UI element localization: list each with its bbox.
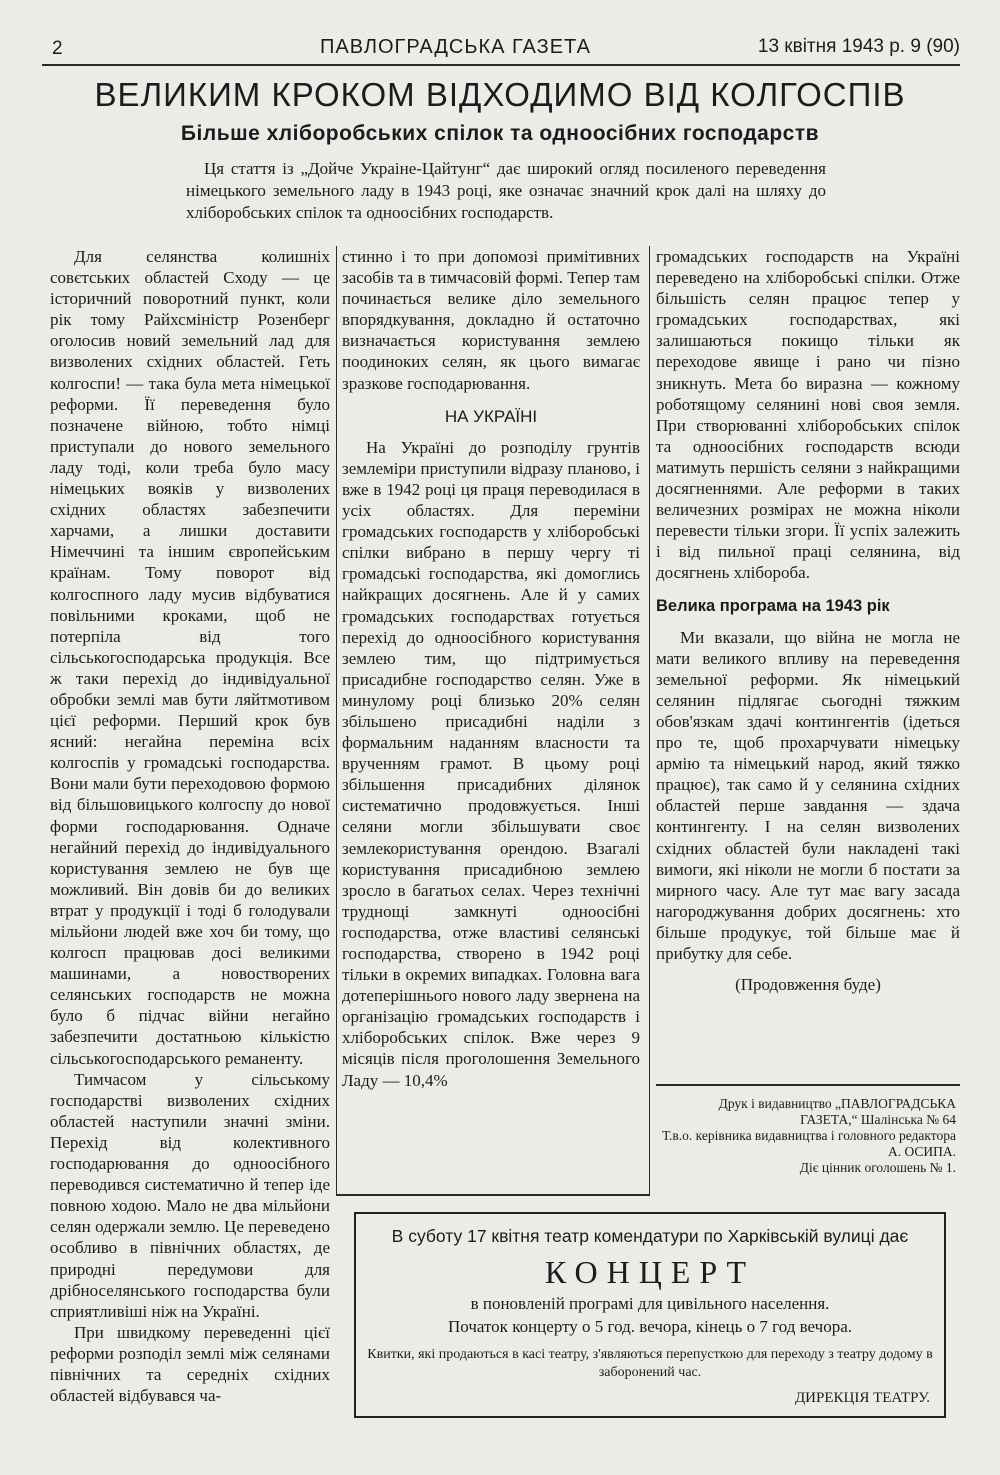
imprint-rule [656, 1084, 960, 1086]
imprint-line: Т.в.о. керівника видавництва і головного редактора А. ОСИПА. [662, 1128, 956, 1159]
article-bottom-rule [336, 1194, 650, 1196]
ad-line: в поновленій програмі для цивільного населення. [470, 1294, 830, 1313]
issue-date: 13 квітня 1943 р. 9 (90) [757, 36, 960, 57]
section-heading: Велика програма на 1943 рік [656, 596, 890, 615]
imprint-line: Діє цінник оголошень № 1. [799, 1160, 956, 1175]
column-3 [656, 246, 960, 995]
page-number: 2 [52, 38, 63, 59]
paragraph: На Україні до розподілу грунтів землеміри приступили відразу планово, і вже в 1942 році ця праця переводилася в усіх областях. Для переміни громадських господарств у хліборобські спілки вибрано в першу чергу ті громадські господарства, які домоглись найкращих досягнень. Але й у самих громадських господарствах готується перехід до одноосібного користування землею тим, що підтримується присадибне господарство селян. Уже в минулому році близько 20% селян збільшено присадибні наділи з формальним наданням власности та врученням грамот. В цьому році збільшення присадибних ділянок систематично продовжується. Інші селяни могли збільшувати своє землекористування орендою. Взагалі користування присадибною землею зросло в багатьох селах. Через технічні труднощі замкнуті одноосібні господарства, отже властиві селянські господарства, створено в 1942 році тільки в окремих випадках. Головна вага дотеперішнього нового ладу звернена на організацію громадських господарств і хліборобських спілок. Вже через 9 місяців після проголошення Земельного Ладу — 10,4% [342, 437, 640, 1090]
imprint [660, 1096, 956, 1176]
paragraph: Ми вказали, що війна не могла не мати великого впливу на переведення земельної реформи. Як німецький селянин підлягає сьогодні тяжким обов'язкам здачі контингентів (ідеться про те, щоб прохарчувати німецьку армію та німецький народ, який тяжко працює), так само й у селянина східних областей перше завдання — здача контингенту. І на селян визволених східних областей були накладені такі вимоги, які ніколи не могли б постати за мирного часу. Але тут має вагу засада нагороджування добрих досягнень: хто більше продукує, той більше має й прибутку для себе. [656, 627, 960, 963]
paragraph: стинно і то при допомозі примітивних засобів та в тимчасовій формі. Тепер там починається велике діло земельного впорядкування, докладно й остаточно визначається користування землею поодиноких селян, як цього вимагає зразкове господарювання. [342, 247, 640, 393]
ad-signature: ДИРЕКЦІЯ ТЕАТРУ. [794, 1390, 930, 1406]
column-2 [342, 246, 640, 1091]
column-divider [649, 246, 650, 1194]
ad-line: В суботу 17 квітня театр комендатури по Харківській вулиці дає [391, 1226, 909, 1246]
ad-line: Початок концерту о 5 год. вечора, кінець о 7 год вечора. [447, 1317, 852, 1336]
paragraph: Для селянства колишніх совєтських областей Сходу — це історичний поворотний пункт, коли рік тому Райхсміністр Розенберг оголосив новий земельний лад для визволених східних областей. Геть колгоспи! — така була мета німецької реформи. Її переведення було позначене війною, тобто німці приступали до нового земельного ладу тоді, коли треба було масу німецьких вояків у визволених східних областях забезпечити харчами, а лишки доставити Німеччині та іншим європейським країнам. Тому поворот від колгоспного ладу мусив відбуватися повільними кроками, щоб не потерпіла від того сільськогосподарська продукція. Все ж таки перехід до індивідуальної обробки землі мав бути ляйтмотивом цієї реформи. Перший крок був ясний: негайна переміна всіх колгоспів у громадські господарства. Вони мали бути переходовою формою від більшовицького колгоспу до нової форми господарювання. Одначе негайний перехід до індивідуального користування землею не був ще можливий. Він довів би до великих втрат у продукції і тоді б голодували мільйони людей вже хоч би тому, що колгосп працював досі великими машинами, а новостворених селянських господарств не можна було б підчас війни негайно забезпечити достатньою кількістю сільськогосподарського реманенту. [50, 247, 330, 1068]
concert-advertisement [354, 1212, 946, 1418]
masthead-rule [42, 64, 960, 66]
column-divider [336, 246, 337, 1194]
section-heading: НА УКРАЇНІ [444, 406, 538, 426]
column-1 [50, 246, 330, 1406]
continued-note: (Продовження буде) [735, 975, 881, 995]
ad-note: Квитки, які продаються в касі театру, з'являються перепусткою для переходу з театру додому в заборонений час. [367, 1347, 933, 1380]
article-headline: ВЕЛИКИМ КРОКОМ ВІДХОДИМО ВІД КОЛГОСПІВ [94, 76, 906, 113]
ad-title: КОНЦЕРТ [544, 1254, 756, 1290]
paragraph: Тимчасом у сільському господарстві визволених східних областей наступили значні зміни. Перехід від колективного господарювання до одноосібного переводився систематично й тепер іде повною ходою. Мало не два мільйони селян одержали землю. Це переведено особливо в північних областях, де природні передумови для дрібноселянського господарства були сприятливіші ніж на Україні. [50, 1069, 330, 1321]
imprint-line: Друк і видавництво „ПАВЛОГРАДСЬКА ГАЗЕТА,“ Шалінська № 64 [718, 1096, 956, 1127]
masthead [40, 36, 960, 62]
article-subheadline: Більше хліборобських спілок та одноосібних господарств [180, 122, 820, 145]
paragraph: громадських господарств на Україні переведено на хліборобські спілки. Отже більшість селян працює тепер у громадських господарствах, які залишаються покищо тільки як переходове явище і рано чи пізно зникнуть. Мета бо виразна — кожному роботящому селянині нові своя земля. При створюванні хліборобських спілок та одноосібних господарств всюди матимуть першість селяни з найкращими досягненнями. Але реформи в таких величезних розмірах не можна ніколи перевести тільки згори. Її успіх залежить і від пильної праці селянина, від досягнень хлібороба. [656, 247, 960, 583]
article-intro: Ця стаття із „Дойче Украіне-Цайтунг“ дає широкий огляд посиленого переведення німецького земельного ладу в 1943 році, яке означає значний крок далі на шляху до хліборобських спілок та одноосібних господарств. [186, 159, 826, 222]
paper-name: ПАВЛОГРАДСЬКА ГАЗЕТА [320, 36, 591, 58]
paragraph: При швидкому переведенні цієї реформи розподіл землі між селянами північних та середніх східних областей відбувався ча- [50, 1322, 330, 1406]
